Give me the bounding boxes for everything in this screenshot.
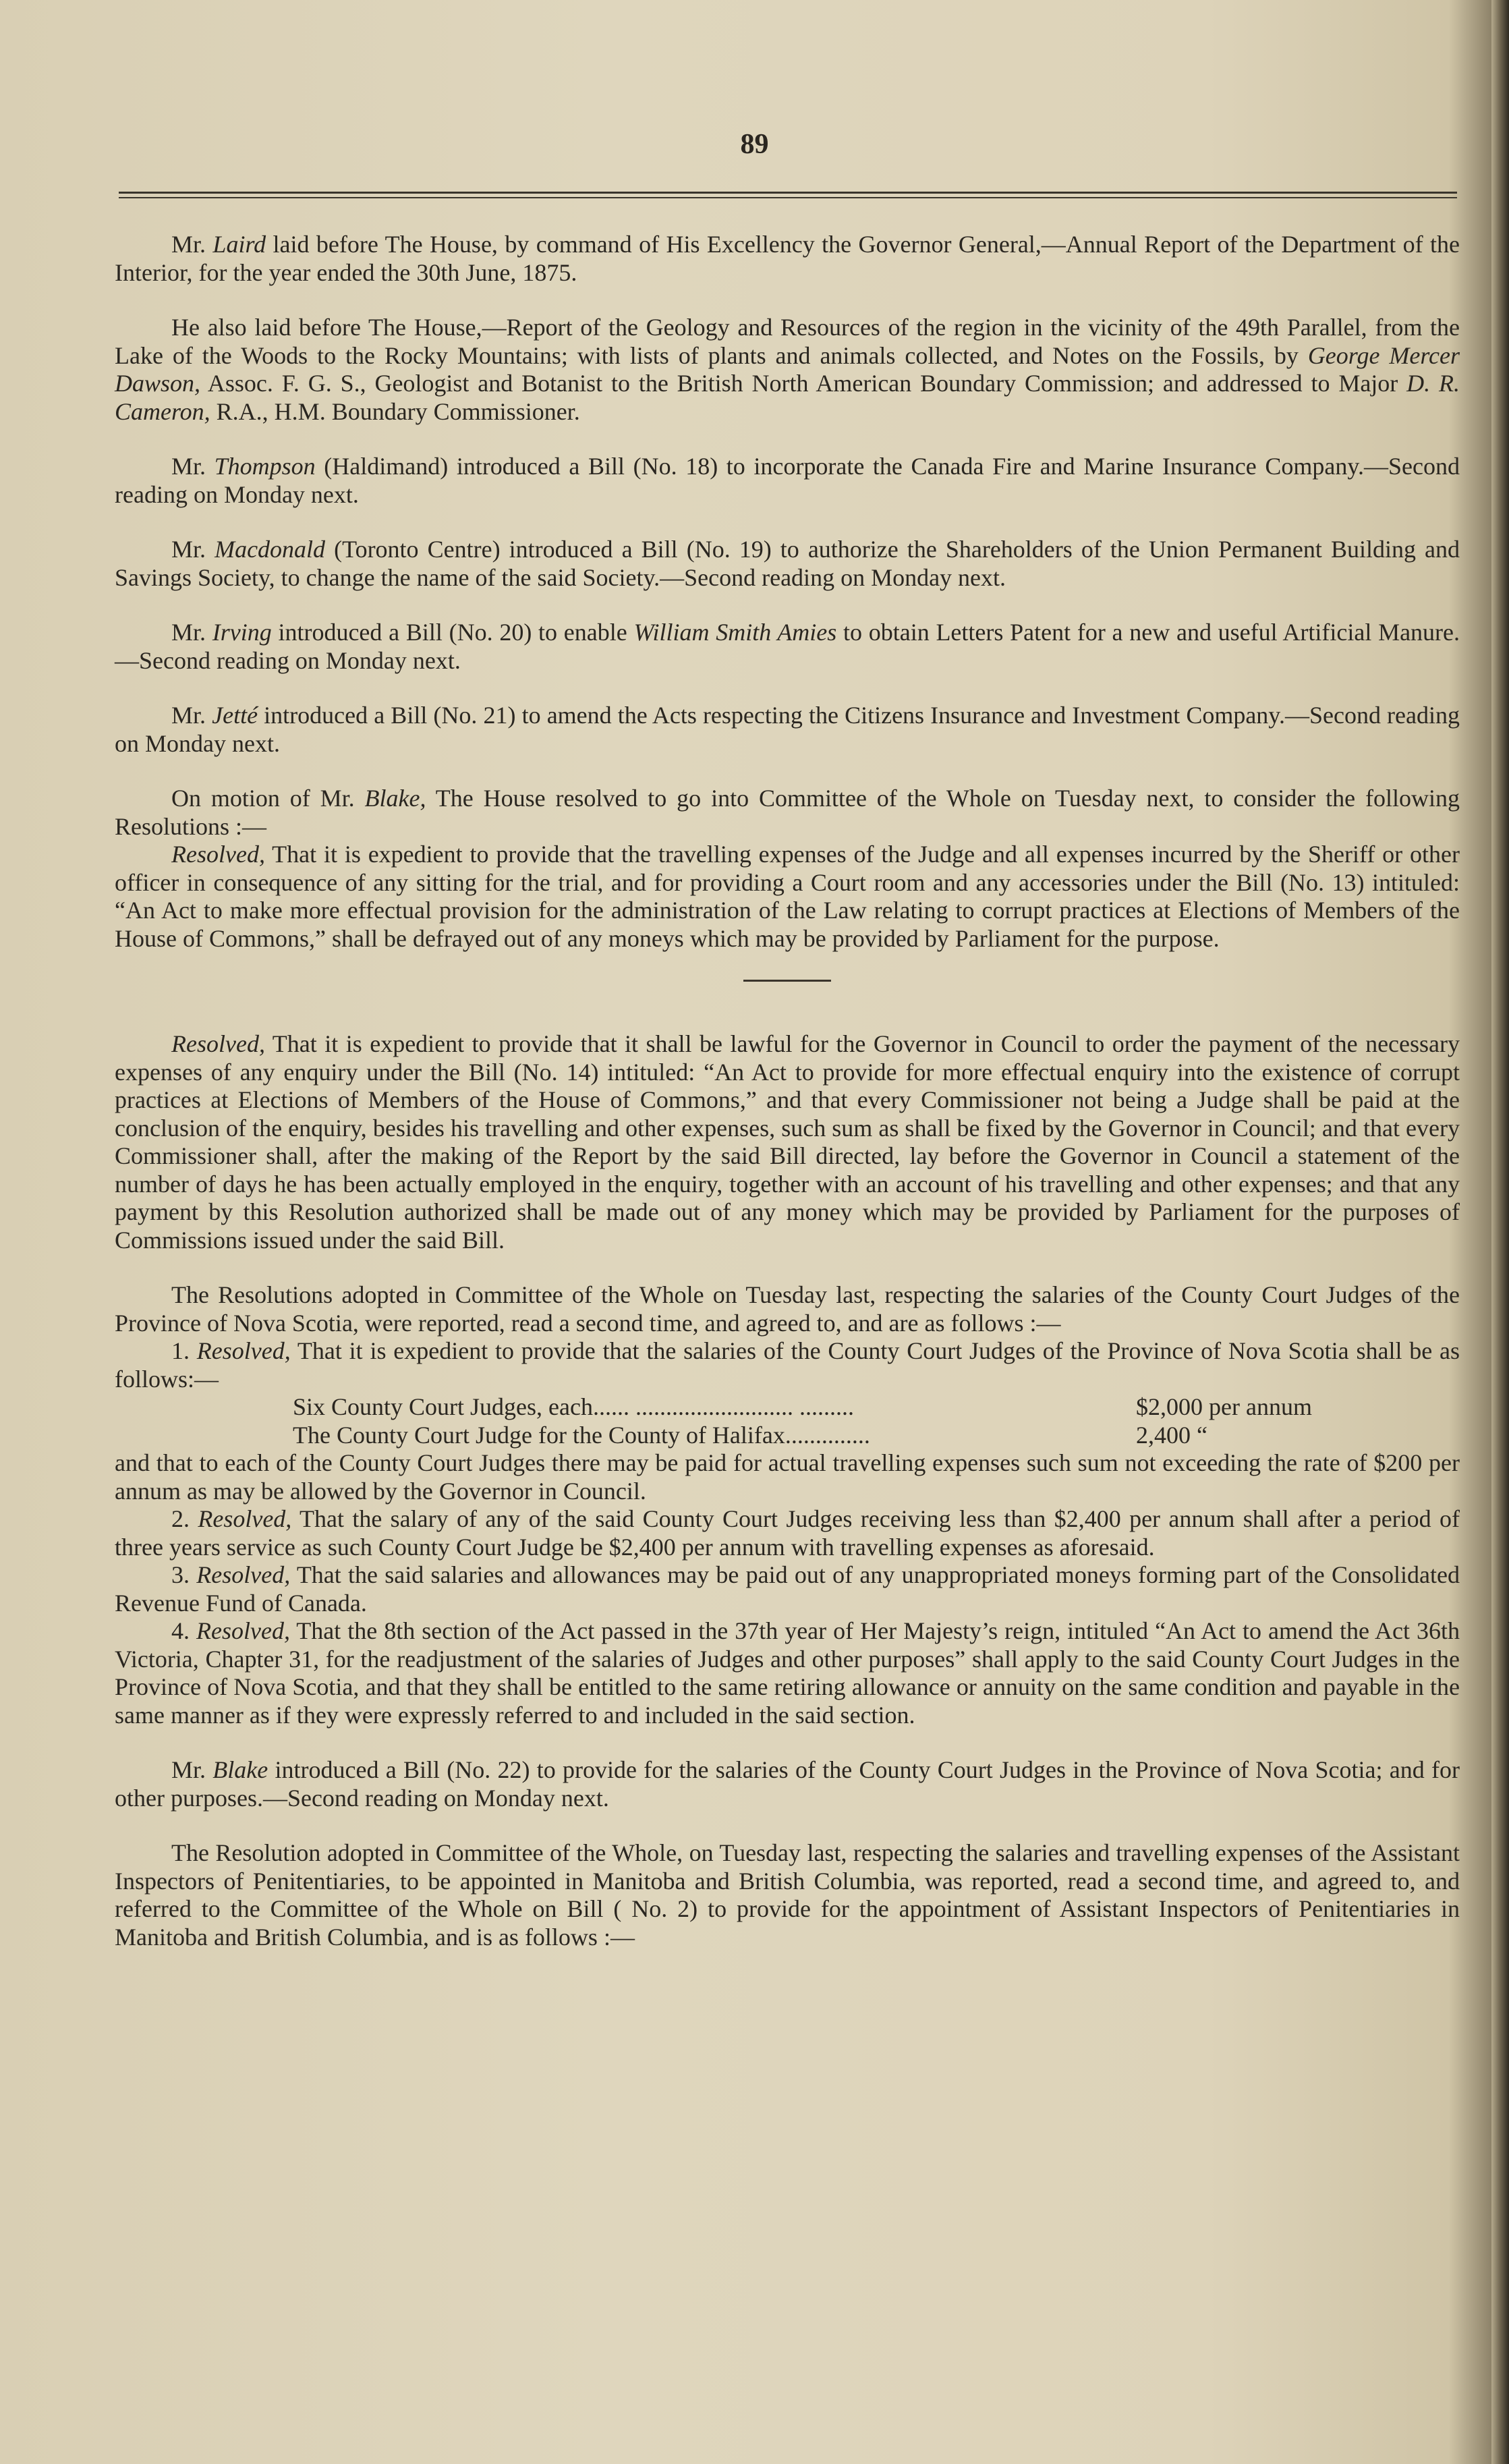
member-name: Blake (212, 1756, 268, 1783)
item-number: 2. (171, 1505, 198, 1532)
text-run: Mr. (171, 231, 213, 258)
person-name: D. R. Cameron, (115, 370, 1460, 425)
text-run: He also laid before The House,—Report of the Geology and Resources of the region in the vicinity of the 49th Parallel, from the Lake of the Woods to the Rocky Mountains; with lists of plants and animals collected, and Notes on the Fossils, by (115, 314, 1460, 369)
person-name: George Mercer Dawson, (115, 341, 1460, 397)
paragraph-nova-scotia-resolutions (115, 1281, 1460, 1337)
text-run: That the salary of any of the said County Court Judges receiving less than $2,400 per annum shall after a period of three years service as such County Court Judge be $2,400 per annum with travelling expenses as aforesaid. (115, 1505, 1460, 1561)
member-name: Blake, (364, 785, 426, 812)
resolution-item-1 (115, 1337, 1460, 1393)
salary-amount: $2,000 per annum (1136, 1393, 1312, 1420)
member-name: Macdonald (215, 536, 326, 563)
text-run: Mr. (171, 453, 215, 480)
text-run: laid before The House, by command of His Excellency the Governor General,—Annual Report of the Department of the Interior, for the year ended the 30th June, 1875. (115, 231, 1460, 286)
text-run: That it is expedient to provide that it shall be lawful for the Governor in Council to order the payment of the necessary expenses of any enquiry under the Bill (No. 14) intituled: “An Act to provide for more effectual enquiry into the existence of corrupt practices at Elections of Members of the House of Commons,” and that every Commissioner not being a Judge shall be paid at the conclusion of the enquiry, besides his travelling and other expenses, such sum as shall be fixed by the Governor in Council; and that every Commissioner shall, after the making of the Report by the said Bill directed, lay before the Governor in Council a statement of the number of days he has been actually employed in the enquiry, together with an account of his travelling and other expenses; and that any payment by this Resolution authorized shall be made out of any money which may be provided by Parliament for the purposes of Commissions issued under the said Bill. (115, 1030, 1460, 1254)
salary-line-halifax-judge (115, 1422, 1332, 1450)
item-number: 3. (171, 1561, 197, 1588)
text-run: On motion of Mr. (171, 785, 365, 812)
text-run: That it is expedient to provide that the salaries of the County Court Judges of the Province of Nova Scotia shall be as follows:— (115, 1337, 1460, 1393)
text-run: The Resolution adopted in Committee of the Whole, on Tuesday last, respecting the salaries and travelling expenses of the Assistant Inspectors of Penitentiaries, to be appointed in Manitoba and British Columbia, was reported, read a second time, and agreed to, and referred to the Committee of the Whole on Bill ( No. 2) to provide for the appointment of Assistant Inspectors of Penitentiaries in Manitoba and British Columbia, and is as follows :— (115, 1839, 1460, 1951)
paragraph-penitentiaries-resolution (115, 1839, 1460, 1951)
paragraph-resolution-bill-14 (115, 1030, 1460, 1254)
resolved-label: Resolved, (196, 1561, 291, 1588)
resolved-label: Resolved, (198, 1505, 292, 1532)
page-body (115, 231, 1460, 1978)
paragraph-bill-19 (115, 536, 1460, 592)
text-run: The House resolved to go into Committee of the Whole on Tuesday next, to consider the following Resolutions :— (115, 785, 1460, 840)
salary-label: Six County Court Judges, each...... .......................... ......... (293, 1393, 854, 1420)
salary-line-six-judges (115, 1393, 1332, 1422)
resolved-label: Resolved, (196, 1617, 290, 1644)
text-run: (Haldimand) introduced a Bill (No. 18) to incorporate the Canada Fire and Marine Insurance Company.—Second reading on Monday next. (115, 453, 1460, 508)
header-rule (119, 192, 1457, 198)
text-run: That the 8th section of the Act passed in the 37th year of Her Majesty’s reign, intituled “An Act to amend the Act 36th Victoria, Chapter 31, for the readjustment of the salaries of Judges and other purposes” shall apply to the said County Court Judges in the Province of Nova Scotia, and that they shall be entitled to the same retiring allowance or annuity on the same condition and payable in the same manner as if they were expressly referred to and included in the said section. (115, 1617, 1460, 1729)
item-number: 1. (171, 1337, 197, 1364)
resolution-item-4 (115, 1617, 1460, 1729)
member-name: Irving (212, 619, 272, 646)
paragraph-bill-22 (115, 1756, 1460, 1812)
resolution-item-1-continued (115, 1449, 1460, 1505)
page-number: 89 (740, 129, 769, 160)
person-name: William Smith Amies (633, 619, 837, 646)
resolved-label: Resolved, (171, 841, 265, 868)
text-run: introduced a Bill (No. 22) to provide for the salaries of the County Court Judges in the Province of Nova Scotia; and for other purposes.—Second reading on Monday next. (115, 1756, 1460, 1812)
text-run: Mr. (171, 1756, 213, 1783)
salary-label: The County Court Judge for the County of Halifax.............. (293, 1421, 870, 1449)
paragraph-geology-report (115, 314, 1460, 426)
paragraph-resolution-bill-13 (115, 841, 1460, 953)
text-run: Mr. (171, 702, 212, 729)
member-name: Thompson (214, 453, 316, 480)
page-binding-edge (1491, 0, 1509, 2464)
text-run: Assoc. F. G. S., Geologist and Botanist to the British North American Boundary Commission; and addressed to Major (200, 370, 1407, 397)
text-run: and that to each of the County Court Judges there may be paid for actual travelling expenses such sum not exceeding the rate of $200 per annum as may be allowed by the Governor in Council. (115, 1449, 1460, 1505)
salary-amount: 2,400 “ (1136, 1421, 1207, 1449)
paragraph-bill-20 (115, 619, 1460, 675)
section-divider (743, 980, 831, 982)
text-run: The Resolutions adopted in Committee of the Whole on Tuesday last, respecting the salaries of the County Court Judges of the Province of Nova Scotia, were reported, read a second time, and agreed to, and are as follows :— (115, 1281, 1460, 1337)
resolution-item-2 (115, 1505, 1460, 1561)
text-run: Mr. (171, 619, 212, 646)
text-run: to obtain Letters Patent for a new and useful Artificial Manure.—Second reading on Monday next. (115, 619, 1460, 674)
text-run: Mr. (171, 536, 215, 563)
text-run: (Toronto Centre) introduced a Bill (No. 19) to authorize the Shareholders of the Union Permanent Building and Savings Society, to change the name of the said Society.—Second reading on Monday next. (115, 536, 1460, 591)
member-name: Laird (212, 231, 266, 258)
text-run: That it is expedient to provide that the travelling expenses of the Judge and all expenses incurred by the Sheriff or other officer in consequence of any sitting for the trial, and for providing a Court room and any accessories under the Bill (No. 13) intituled: “An Act to make more effectual provision for the administration of the Law relating to corrupt practices at Elections of Members of the House of Commons,” shall be defrayed out of any moneys which may be provided by Parliament for the purpose. (115, 841, 1460, 952)
paragraph-bill-21 (115, 702, 1460, 758)
text-run: R.A., H.M. Boundary Commissioner. (210, 397, 580, 425)
paragraph-bill-18 (115, 453, 1460, 509)
resolved-label: Resolved, (196, 1337, 291, 1364)
text-run: introduced a Bill (No. 21) to amend the Acts respecting the Citizens Insurance and Investment Company.—Second reading on Monday next. (115, 702, 1460, 757)
paragraph-motion-blake (115, 785, 1460, 841)
resolution-item-3 (115, 1561, 1460, 1617)
member-name: Jetté (212, 702, 258, 729)
item-number: 4. (171, 1617, 197, 1644)
resolved-label: Resolved, (171, 1030, 265, 1057)
text-run: That the said salaries and allowances may be paid out of any unappropriated moneys forming part of the Consolidated Revenue Fund of Canada. (115, 1561, 1460, 1617)
paragraph-annual-report (115, 231, 1460, 287)
text-run: introduced a Bill (No. 20) to enable (271, 619, 634, 646)
